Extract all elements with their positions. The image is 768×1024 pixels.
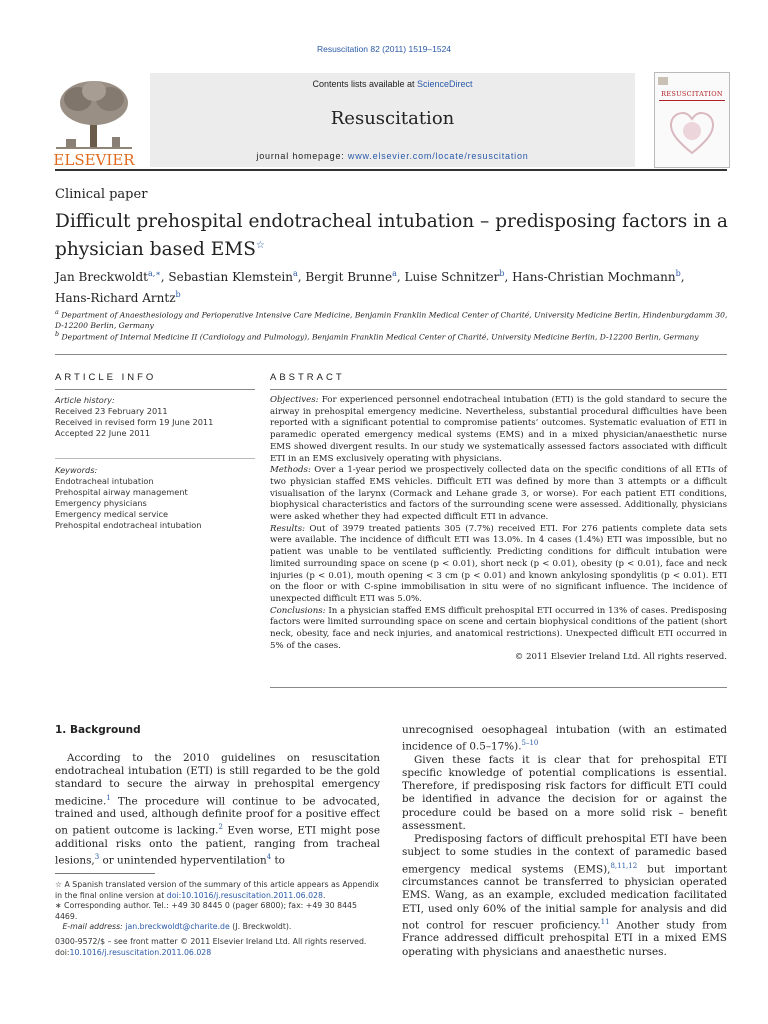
author: Luise Schnitzer$^b$, xyxy=(404,269,513,284)
abstract-results: Results: Out of 3979 treated patients 305 (7.7%) received ETI. For 276 patients complete data sets were available. The incidence of difficult ETI was 13.0%. In 4 cases (1.4%) ETI was impossible, but no patient was unable to be ventilated sufficiently. Predicting conditions for difficult intubation were limited surrounding space on scene (p < 0.01), short neck (p < 0.01), obesity (p < 0.01), face and neck injuries (p < 0.01), mouth opening < 3 cm (p < 0.01) and known ankylosing spondylitis (p < 0.01). ETI on the floor or with C-spine immobilisation in situ were of no significant influence. The incidence of unexpected difficult ETI was 5.0%. xyxy=(270,523,727,604)
author: Sebastian Klemstein$^a$, xyxy=(168,269,306,284)
keywords-rule xyxy=(55,458,255,459)
abstract-rule xyxy=(270,389,727,390)
doi-link[interactable]: doi:10.1016/j.resuscitation.2011.06.028 xyxy=(166,890,323,900)
cover-heart-icon xyxy=(667,107,717,159)
abstract-heading: ABSTRACT xyxy=(270,372,345,383)
journal-citation[interactable]: Resuscitation 82 (2011) 1519–1524 xyxy=(316,44,452,54)
homepage-link[interactable]: www.elsevier.com/locate/resuscitation xyxy=(347,151,529,161)
keywords: Keywords: Endotracheal intubation Prehospital airway management Emergency physicians Emergency medical service Prehospital endotracheal intubation xyxy=(55,465,202,530)
elsevier-logo xyxy=(52,77,136,167)
title-footnote-mark[interactable]: ☆ xyxy=(255,240,265,251)
article-title: Difficult prehospital endotracheal intubation – predisposing factors in a physician based EMS☆ xyxy=(55,211,728,261)
article-doi-link[interactable]: 10.1016/j.resuscitation.2011.06.028 xyxy=(69,947,212,957)
issn-block: 0300-9572/$ – see front matter © 2011 Elsevier Ireland Ltd. All rights reserved. doi:10.1016/j.resuscitation.2011.06.028 xyxy=(55,937,367,957)
author: Hans-Richard Arntz$^b$ xyxy=(55,290,181,305)
affiliation-rule xyxy=(55,354,727,355)
abstract-copyright: © 2011 Elsevier Ireland Ltd. All rights reserved. xyxy=(514,652,727,663)
affiliation-a: $^a$ Department of Anaesthesiology and Perioperative Intensive Care Medicine, Benjamin Franklin Medical Center of Charité, University Medicine Berlin, Hindenburgdamm 30, D-12200 Berlin, Germany xyxy=(55,309,728,331)
article-history: Article history: Received 23 February 2011 Received in revised form 19 June 2011 Accepted 22 June 2011 xyxy=(55,395,214,438)
abstract-methods: Methods: Over a 1-year period we prospectively collected data on the specific conditions of all ETIs of two physician staffed EMS vehicles. Difficult ETI was defined by more than 3 attempts or a difficult visualisation of the larynx (Cormack and Lehane grade 3, or worse). For each patient ETI conditions, biophysical characteristics and factors of the surrounding scene were assessed. Additionally, physicians were asked whether they had expected difficult ETI in advance. xyxy=(270,465,727,523)
body-right-column xyxy=(402,724,727,959)
affiliation-b: $^b$ Department of Internal Medicine II (Cardiology and Pulmology), Benjamin Franklin Medical Center of Charité, University Medicine Berlin, D-12200 Berlin, Germany xyxy=(55,331,699,342)
abstract-bottom-rule xyxy=(270,687,727,688)
cover-rule xyxy=(659,100,725,101)
journal-title: Resuscitation xyxy=(330,108,455,129)
article-info-rule xyxy=(55,389,255,390)
footnotes xyxy=(55,880,380,933)
author: Jan Breckwoldt$^{a,∗}$, xyxy=(55,269,169,284)
body-paragraph: Given these facts it is clear that for prehospital ETI specific knowledge of potential complications is essential. Therefore, if predisposing risk factors for difficult ETI could be identified in advance the decision for or against the procedure could be based on a more solid risk – benefit assessment. xyxy=(402,753,727,832)
author: Hans-Christian Mochmann$^b$, xyxy=(512,269,685,284)
body-paragraph: Predisposing factors of difficult prehospital ETI have been subject to some studies in the context of paramedic based emergency medical systems (EMS),$^{8,11,12}$ but important circumstances cannot be transferred to physician operated EMS. Wang, as an example, excluded medication facilitated ETI, used only 60% of the initial sample for analysis and did not control for rescuer proficiency.$^{11}$ Another study from France addressed difficult prehospital ETI in a mixed EMS operating with physicians and anaesthetic nurses. xyxy=(402,833,727,958)
footnote-rule xyxy=(55,873,155,874)
journal-cover-thumbnail xyxy=(654,72,730,168)
body-paragraph: According to the 2010 guidelines on resuscitation endotracheal intubation (ETI) is still regarded to be the gold standard to secure the airway in prehospital emergency medicine.$^1$ The procedure will continue to be advocated, trained and used, although definite proof for a positive effect on patient outcome is lacking.$^2$ Even worse, ETI might pose additional risks onto the patient, ranging from tracheal lesions,$^3$ or unintended hyperventilation$^4$ to xyxy=(55,752,380,867)
article-info-heading: ARTICLE INFO xyxy=(55,372,157,383)
abstract-conclusions: Conclusions: In a physician staffed EMS difficult prehospital ETI occurred in 13% of cases. Predisposing factors were limited surrounding space on scene and certain biophysical conditions of the patient (short neck, obesity, face and neck injuries, and anatomical restrictions). Unexpected difficult ETI occurred in 5% of the cases. xyxy=(270,605,727,651)
elsevier-wordmark: ELSEVIER xyxy=(53,151,135,169)
author-list xyxy=(55,265,735,307)
body-left-column xyxy=(55,752,380,868)
section-heading-background: 1. Background xyxy=(55,724,141,736)
sciencedirect-link[interactable]: ScienceDirect xyxy=(417,79,473,89)
contents-available: Contents lists available at ScienceDirect xyxy=(312,79,473,89)
author: Bergit Brunne$^a$, xyxy=(305,269,405,284)
abstract-text xyxy=(270,395,727,664)
abstract-objectives: Objectives: For experienced personnel endotracheal intubation (ETI) is the gold standard to secure the airway in prehospital emergency medicine. Nevertheless, substantial procedural difficulties have been reported with a significant potential to compromise patients’ outcomes. Systematic evaluation of ETI in paramedic operated emergency medical systems (EMS) and in a mixed physician/anaesthetic nurse EMS showed divergent results. In our study we systematically assessed factors associated with difficult ETI in an EMS exclusively operating with physicians. xyxy=(270,395,727,464)
footnote-translation: ☆ A Spanish translated version of the summary of this article appears as Appendix in the final online version at doi:10.1016/j.resuscitation.2011.06.028. xyxy=(55,880,380,900)
section-type: Clinical paper xyxy=(55,187,148,202)
cover-logo-icon xyxy=(658,77,668,85)
footnote-email: E-mail address: jan.breckwoldt@charite.de (J. Breckwoldt). xyxy=(62,922,292,931)
journal-homepage: journal homepage: www.elsevier.com/locate/resuscitation xyxy=(256,151,529,161)
footnote-corresponding: ∗ Corresponding author. Tel.: +49 30 8445 0 (pager 6800); fax: +49 30 8445 4469. xyxy=(55,901,357,921)
email-link[interactable]: jan.breckwoldt@charite.de xyxy=(125,922,230,931)
body-paragraph: unrecognised oesophageal intubation (with an estimated incidence of 0.5–17%).$^{5-10}$ xyxy=(402,724,727,753)
cover-title: RESUSCITATION xyxy=(661,90,723,98)
header-rule xyxy=(55,169,727,171)
